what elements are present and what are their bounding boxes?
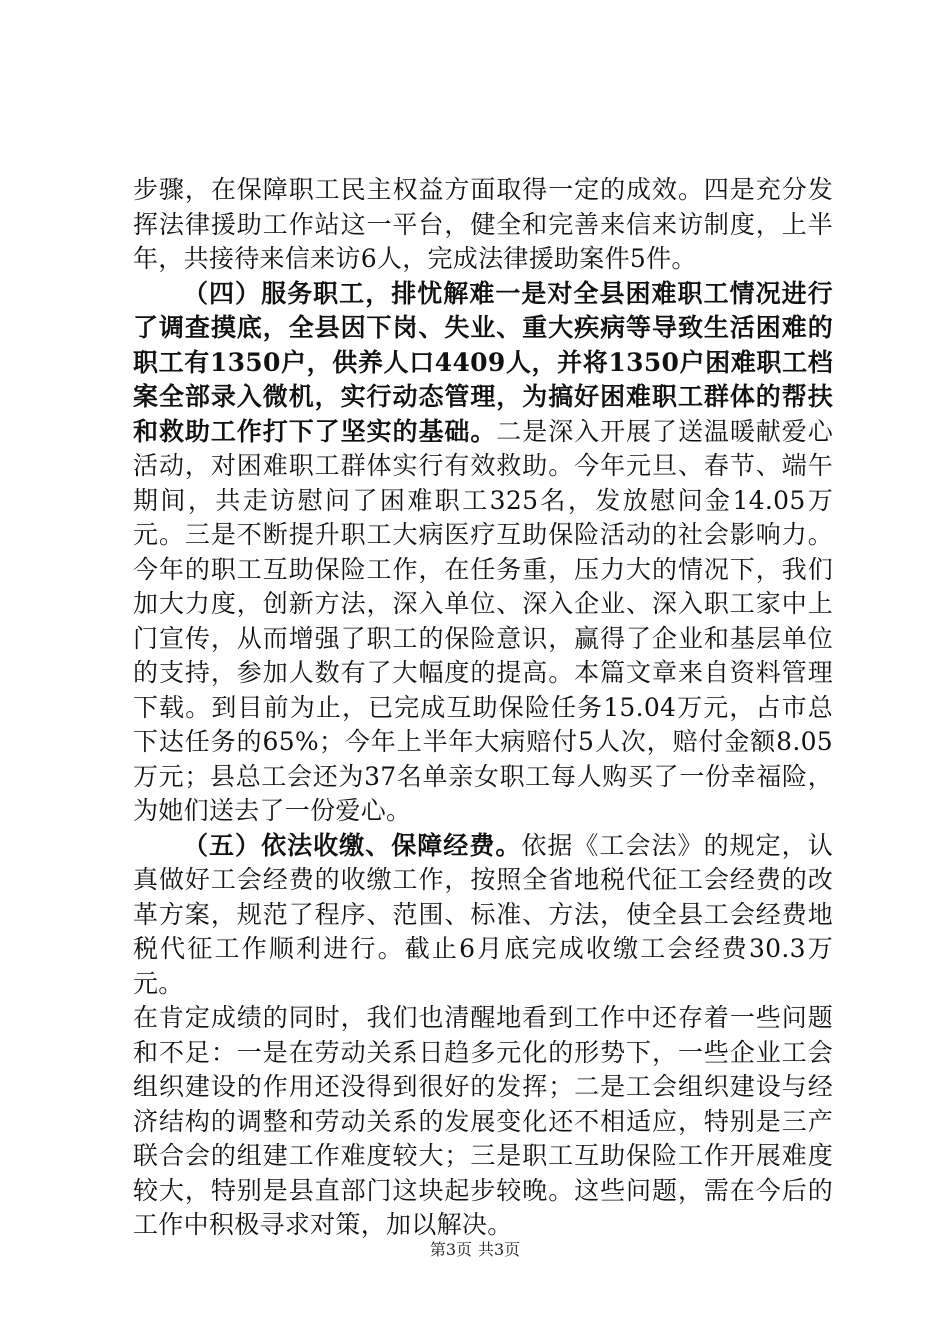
document-body xyxy=(133,173,833,1243)
paragraph-1 xyxy=(133,173,833,277)
page-footer xyxy=(0,1237,950,1260)
paragraph-2 xyxy=(133,277,833,829)
paragraph-3-text: 依据《工会法》的规定，认真做好工会经费的收缴工作，按照全省地税代征工会经费的改革方案，规范了程序、范围、标准、方法，使全县工会经费地税代征工作顺利进行。截止6月底完成收缴工会经费30.3万元。 xyxy=(133,830,833,998)
paragraph-2-heading: （四）服务职工，排忧解难一是对全县困难职工情况进行了调查摸底，全县因下岗、失业、重大疾病等导致生活困难的职工有1350户，供养人口4409人，并将1350户困难职工档案全部录入微机，实行动态管理，为搞好困难职工群体的帮扶和救助工作打下了坚实的基础。 xyxy=(133,278,833,446)
paragraph-3 xyxy=(133,829,833,1002)
paragraph-2-text: 二是深入开展了送温暖献爱心活动，对困难职工群体实行有效救助。今年元旦、春节、端午期间，共走访慰问了困难职工325名，发放慰问金14.05万元。三是不断提升职工大病医疗互助保险活动的社会影响力。今年的职工互助保险工作，在任务重，压力大的情况下，我们加大力度，创新方法，深入单位、深入企业、深入职工家中上门宣传，从而增强了职工的保险意识，赢得了企业和基层单位的支持，参加人数有了大幅度的提高。本篇文章来自资料管理下载。到目前为止，已完成互助保险任务15.04万元，占市总下达任务的65%；今年上半年大病赔付5人次，赔付金额8.05万元；县总工会还为37名单亲女职工每人购买了一份幸福险，为她们送去了一份爱心。 xyxy=(133,416,833,825)
paragraph-4-text: 在肯定成绩的同时，我们也清醒地看到工作中还存着一些问题和不足：一是在劳动关系日趋多元化的形势下，一些企业工会组织建设的作用还没得到很好的发挥；二是工会组织建设与经济结构的调整和劳动关系的发展变化还不相适应，特别是三产联合会的组建工作难度较大；三是职工互助保险工作开展难度较大，特别是县直部门这块起步较晚。这些问题，需在今后的工作中积极寻求对策，加以解决。 xyxy=(133,1003,833,1239)
paragraph-1-text: 步骤，在保障职工民主权益方面取得一定的成效。四是充分发挥法律援助工作站这一平台，健全和完善来信来访制度，上半年，共接待来信来访6人，完成法律援助案件5件。 xyxy=(133,175,833,273)
page-number-total: 共3页 xyxy=(478,1240,521,1259)
page-number-current: 第3页 xyxy=(429,1240,472,1259)
paragraph-4 xyxy=(133,1001,833,1243)
paragraph-3-heading: （五）依法收缴、保障经费。 xyxy=(183,830,522,860)
